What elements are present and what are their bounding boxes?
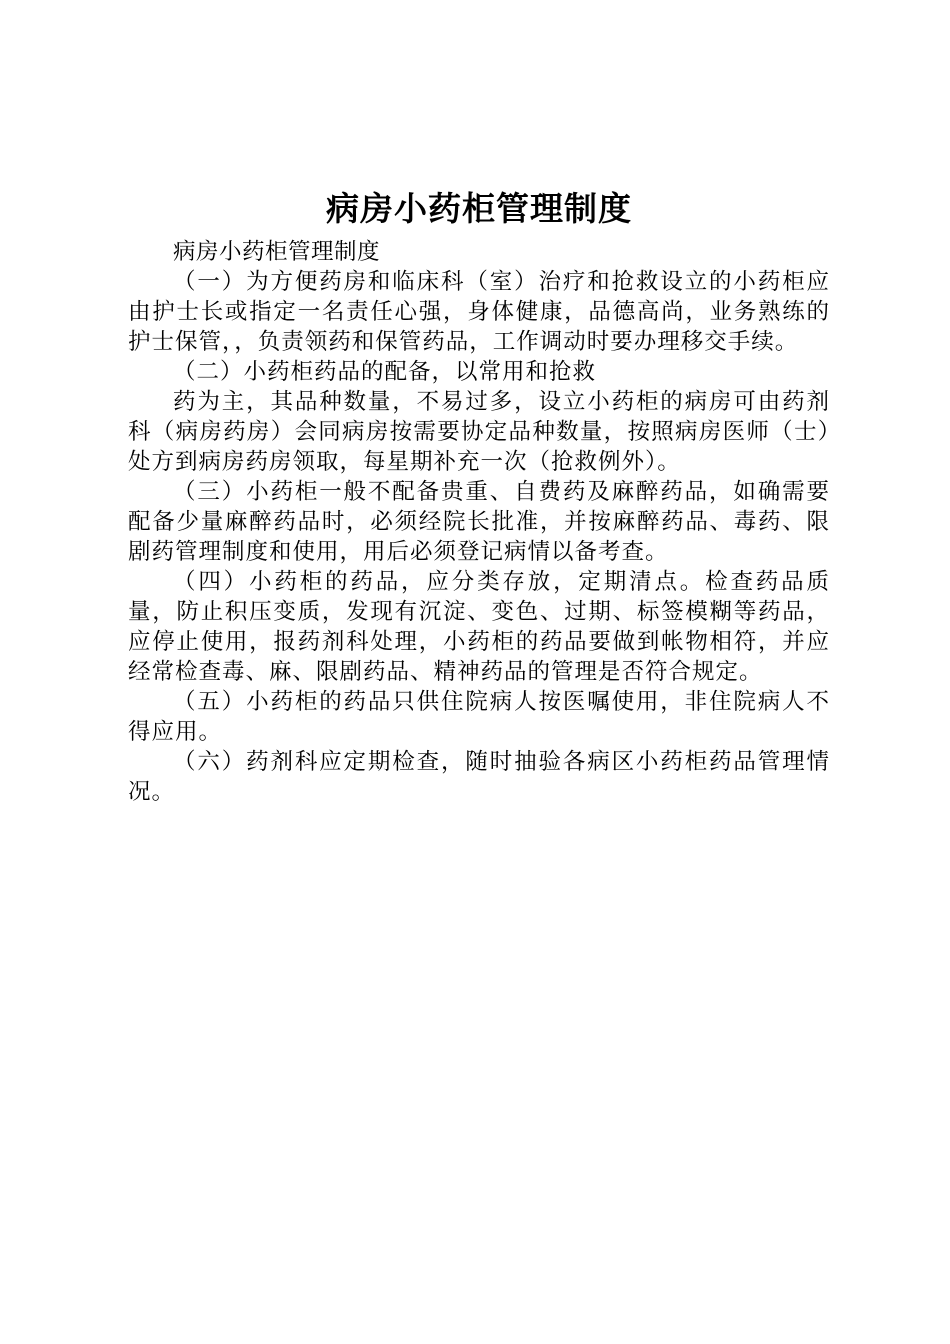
paragraph-2: （二）小药柜药品的配备，以常用和抢救 <box>173 359 597 385</box>
paragraph-5: （四）小药柜的药品，应分类存放，定期清点。检查药品质量，防止积压变质，发现有沉淀、变色、过期、标签模糊等药品，应停止使用，报药剂科处理，小药柜的药品要做到帐物相符，并应经常检查毒、麻、限剧药品、精神药品的管理是否符合规定。 <box>128 569 830 685</box>
paragraph-1: （一）为方便药房和临床科（室）治疗和抢救设立的小药柜应由护士长或指定一名责任心强，身体健康，品德高尚，业务熟练的护士保管，，负责领药和保管药品，工作调动时要办理移交手续。 <box>128 269 830 355</box>
document-body <box>128 185 830 807</box>
paragraph-6: （五）小药柜的药品只供住院病人按医嘱使用，非住院病人不得应用。 <box>128 689 830 745</box>
document-title: 病房小药柜管理制度 <box>326 189 632 228</box>
subtitle-paragraph: 病房小药柜管理制度 <box>173 239 381 265</box>
paragraph-4: （三）小药柜一般不配备贵重、自费药及麻醉药品，如确需要配备少量麻醉药品时，必须经院长批准，并按麻醉药品、毒药、限剧药管理制度和使用，用后必须登记病情以备考查。 <box>128 479 830 565</box>
paragraph-3: 药为主，其品种数量，不易过多，设立小药柜的病房可由药剂科（病房药房）会同病房按需要协定品种数量，按照病房医师（士）处方到病房药房领取，每星期补充一次（抢救例外）。 <box>128 389 830 475</box>
paragraph-7: （六）药剂科应定期检查，随时抽验各病区小药柜药品管理情况。 <box>128 749 830 805</box>
